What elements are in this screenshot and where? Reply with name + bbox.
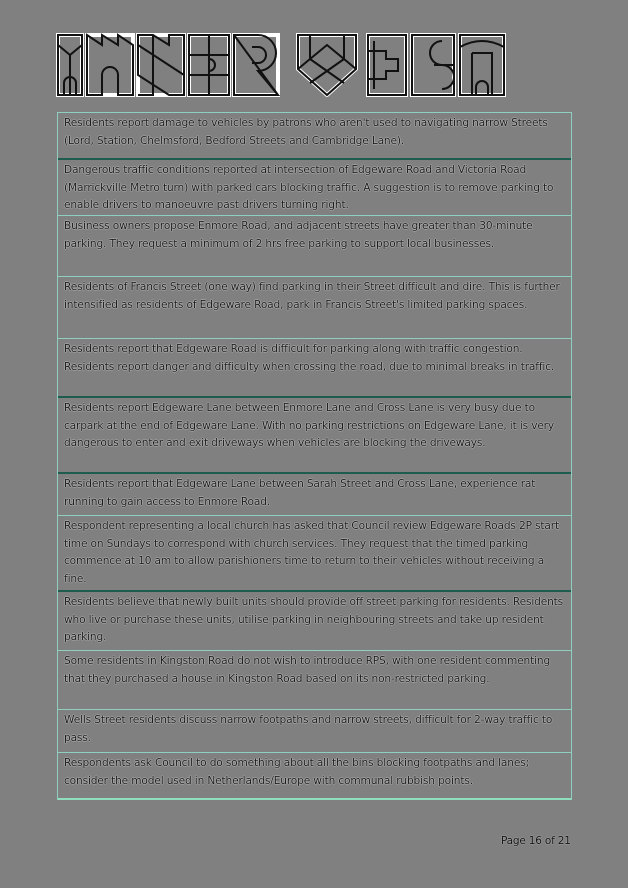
table-row: Residents report Edgeware Lane between Enmore Lane and Cross Lane is very busy due to carpark at the end of Edgeware Lane. With no parking restrictions on Edgeware Lane, it is very dangerous to enter and exit driveways when vehicles are blocking the driveways. — [58, 396, 571, 472]
table-row: Residents report damage to vehicles by patrons who aren't used to navigating narrow Streets (Lord, Station, Chelmsford, Bedford Streets and Cambridge Lane). — [58, 112, 571, 158]
table-row: Respondent representing a local church has asked that Council review Edgeware Roads 2P start time on Sundays to correspond with church services. They request that the timed parking commence at 10 am to allow parishioners time to return to their vehicles without receiving a fine. — [58, 515, 571, 590]
table-row: Respondents ask Council to do something about all the bins blocking footpaths and lanes; consider the model used in Netherlands/Europe with communal rubbish points. — [58, 752, 571, 800]
table-row: Business owners propose Enmore Road, and adjacent streets have greater than 30-minute parking. They request a minimum of 2 hrs free parking to support local businesses. — [58, 215, 571, 276]
table-row: Some residents in Kingston Road do not wish to introduce RPS, with one resident commenting that they purchased a house in Kingston Road based on its non-restricted parking. — [58, 650, 571, 709]
table-row: Wells Street residents discuss narrow footpaths and narrow streets, difficult for 2-way traffic to pass. — [58, 709, 571, 752]
table-row: Dangerous traffic conditions reported at intersection of Edgeware Road and Victoria Road (Marrickville Metro turn) with parked cars blocking traffic. A suggestion is to remove parking to enable drivers to manoeuvre past drivers turning right. — [58, 158, 571, 215]
table-row: Residents report that Edgeware Lane between Sarah Street and Cross Lane, experience rat running to gain access to Enmore Road. — [58, 472, 571, 515]
feedback-table — [57, 112, 572, 800]
page-number: Page 16 of 21 — [501, 835, 571, 847]
table-row: Residents believe that newly built units should provide off street parking for residents. Residents who live or purchase these units, utilise parking in neighbouring streets and take up resident parking. — [58, 590, 571, 650]
table-row: Residents report that Edgeware Road is difficult for parking along with traffic congestion. Residents report danger and difficulty when crossing the road, due to minimal breaks in traffic. — [58, 338, 571, 396]
table-row: Residents of Francis Street (one way) find parking in their Street difficult and dire. This is further intensified as residents of Edgeware Road, park in Francis Street's limited parking spaces. — [58, 276, 571, 338]
inner-west-logo — [56, 33, 536, 97]
